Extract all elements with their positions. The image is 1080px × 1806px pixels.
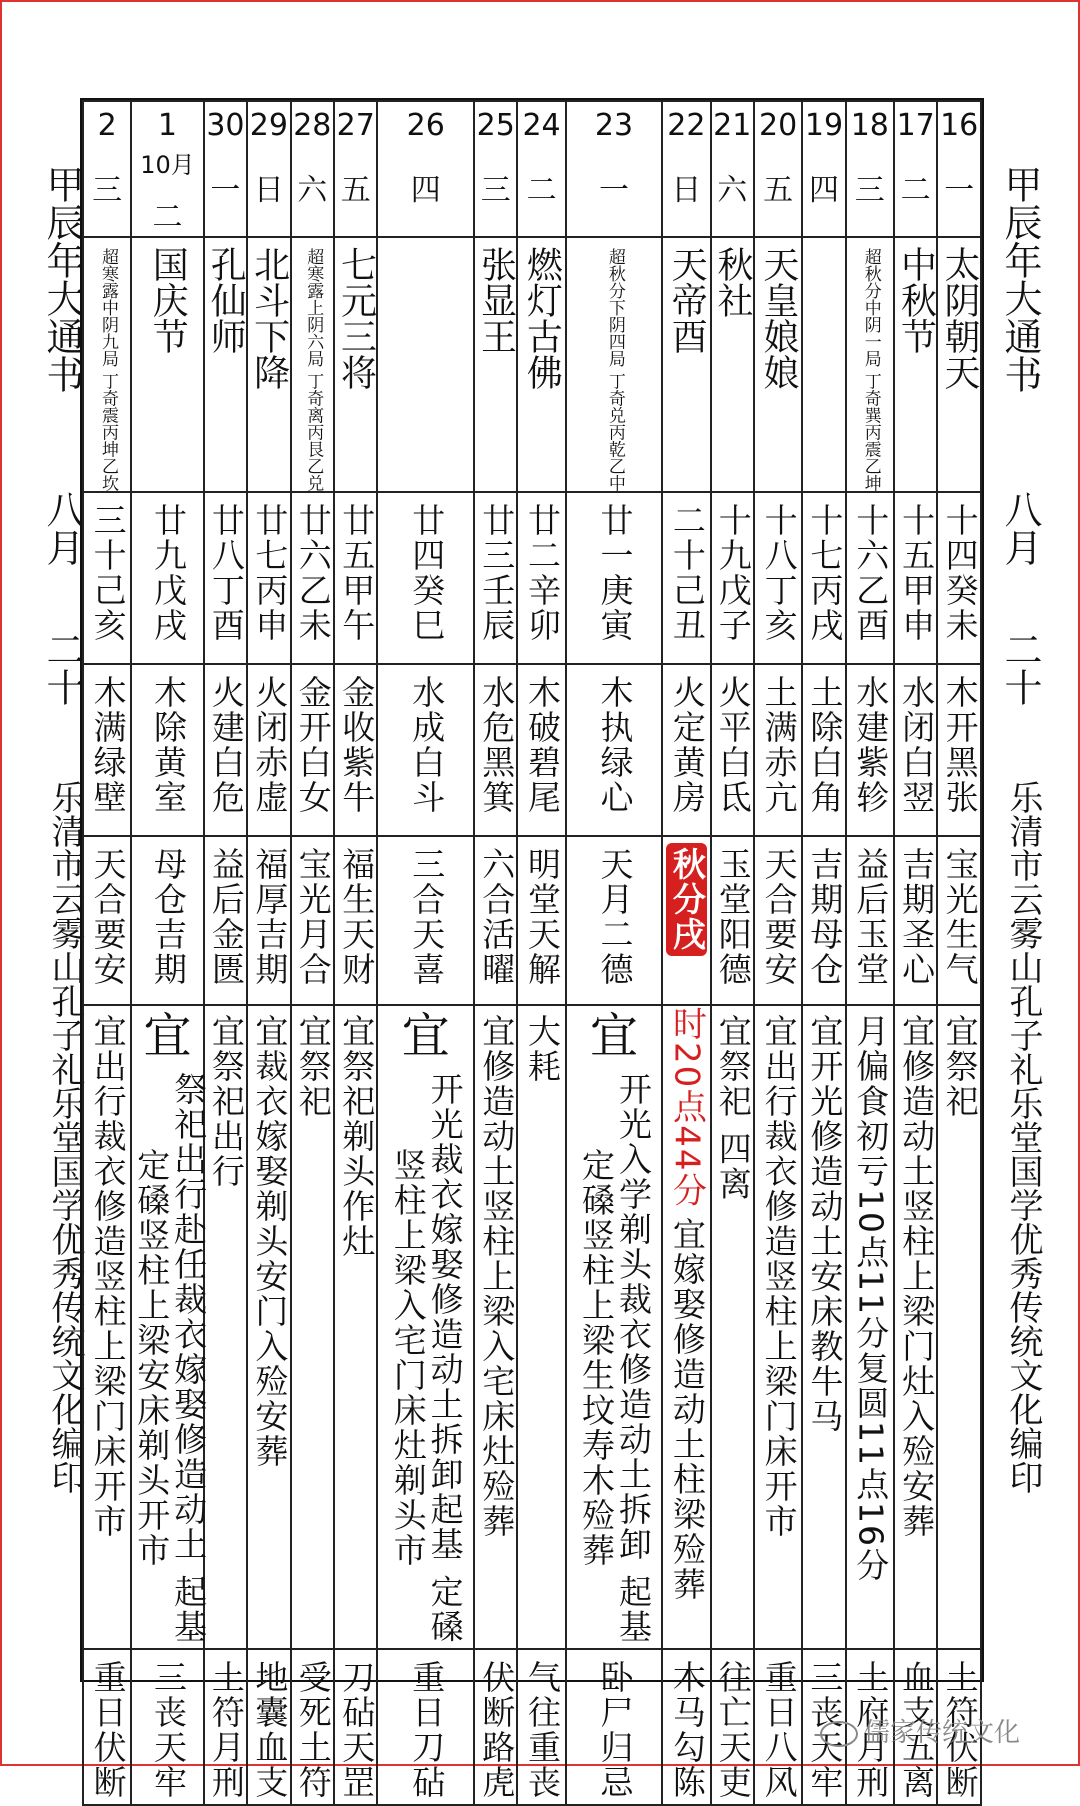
gods-text: 益后玉堂 <box>851 847 891 988</box>
festival-wrap <box>205 238 246 354</box>
activities-text: 宜嫁娶修造动土柱梁殓葬 <box>667 1216 707 1602</box>
god-cell <box>662 836 710 1005</box>
lunar-date: 三十己亥 <box>88 503 128 644</box>
element-text: 金收紫牛 <box>337 675 377 816</box>
god-cell <box>131 836 203 1005</box>
lunar-cell <box>247 492 290 664</box>
gods-text: 福生天财 <box>337 847 377 988</box>
festival-cell <box>291 237 334 492</box>
god-cell <box>517 836 565 1005</box>
taboo-cell <box>517 1649 565 1805</box>
day-number: 20 <box>759 108 798 143</box>
date-cell <box>204 101 247 237</box>
taboo-text: 往亡天吏 <box>713 1660 753 1801</box>
festival-wrap <box>755 238 801 390</box>
festival-cell <box>754 237 802 492</box>
activities-cell <box>894 1005 937 1649</box>
festival-cell <box>517 237 565 492</box>
weekday: 二 <box>900 173 931 208</box>
festival-name: 孔仙师 <box>205 246 247 354</box>
date-cell <box>894 101 937 237</box>
taboo-text: 土符月刑 <box>206 1660 246 1801</box>
element-cell <box>83 664 131 836</box>
taboo-cell <box>474 1649 517 1805</box>
lunar-cell <box>566 492 663 664</box>
festival-cell <box>894 237 937 492</box>
date-cell <box>566 101 663 237</box>
activities-text: 月偏食初亏10点11分复圆11点16分 <box>851 1014 891 1584</box>
festival-cell <box>566 237 663 492</box>
taboo-text: 三丧天牢 <box>805 1660 845 1801</box>
element-cell <box>377 664 474 836</box>
lunar-cell <box>937 492 981 664</box>
element-cell <box>846 664 894 836</box>
activities-text: 宜祭祀 <box>940 1014 980 1120</box>
day-number: 16 <box>940 108 979 143</box>
festival-wrap <box>663 238 709 354</box>
element-cell <box>662 664 710 836</box>
festival-wrap <box>248 238 289 390</box>
row-element <box>83 664 981 836</box>
lunar-date: 十四癸未 <box>940 503 980 644</box>
weekday: 一 <box>210 173 241 208</box>
lunar-cell <box>754 492 802 664</box>
right-day: 二十 <box>998 630 1042 706</box>
date-cell <box>711 101 754 237</box>
element-text: 金开白女 <box>293 675 333 816</box>
weekday: 二 <box>526 173 557 208</box>
gods-text: 吉期母仓 <box>805 847 845 988</box>
gods-text: 福厚吉期 <box>250 847 290 988</box>
element-text: 木执绿心 <box>595 675 635 816</box>
taboo-text: 重日八风 <box>759 1660 799 1801</box>
festival-wrap <box>712 238 753 318</box>
weekday: 日 <box>253 173 284 208</box>
taboo-cell <box>83 1649 131 1805</box>
element-cell <box>204 664 247 836</box>
activities-cell <box>247 1005 290 1649</box>
lunar-date: 廿二辛卯 <box>523 503 563 644</box>
lunar-cell <box>377 492 474 664</box>
taboo-text: 刀砧天罡 <box>337 1660 377 1801</box>
day-number: 30 <box>206 108 245 143</box>
gods-text: 宝光生气 <box>940 847 980 988</box>
taboo-text: 受死土符 <box>293 1660 333 1801</box>
element-cell <box>802 664 845 836</box>
wechat-icon <box>820 1721 858 1747</box>
festival-cell <box>83 237 131 492</box>
gods-text: 母仓吉期 <box>148 847 188 988</box>
date-cell <box>291 101 334 237</box>
element-text: 火建白危 <box>206 675 246 816</box>
lunar-date: 十五甲申 <box>897 503 937 644</box>
festival-wrap <box>292 238 333 491</box>
element-text: 火定黄房 <box>667 675 707 816</box>
day-number: 26 <box>406 108 445 143</box>
day-number: 28 <box>293 108 332 143</box>
lunar-date: 十八丁亥 <box>759 503 799 644</box>
weekday: 四 <box>410 173 441 208</box>
right-title: 甲辰年大通书 <box>998 165 1042 393</box>
festival-name: 天帝酉 <box>666 246 708 354</box>
day-number: 1 <box>157 108 178 143</box>
festival-wrap <box>132 238 202 354</box>
lunar-cell <box>662 492 710 664</box>
lunar-cell <box>334 492 377 664</box>
activities-text: 宜出行裁衣修造竖柱上梁门床开市 <box>759 1014 799 1540</box>
activities-cell <box>754 1005 802 1649</box>
date-cell <box>377 101 474 237</box>
element-cell <box>937 664 981 836</box>
taboo-cell <box>377 1649 474 1805</box>
lunar-date: 廿九戊戌 <box>148 503 188 644</box>
day-number: 17 <box>896 108 935 143</box>
gods-text: 玉堂阳德 <box>713 847 753 988</box>
activities-cell <box>291 1005 334 1649</box>
lunar-cell <box>894 492 937 664</box>
element-cell <box>711 664 754 836</box>
left-day: 二十 <box>40 630 84 706</box>
lunar-date: 廿六乙未 <box>293 503 333 644</box>
date-cell <box>334 101 377 237</box>
gods-text: 三合天喜 <box>407 847 447 988</box>
row-date <box>83 101 981 237</box>
date-cell <box>131 101 203 237</box>
date-cell <box>247 101 290 237</box>
lunar-cell <box>291 492 334 664</box>
taboo-cell <box>754 1649 802 1805</box>
festival-cell <box>937 237 981 492</box>
weekday: 日 <box>671 173 702 208</box>
festival-wrap <box>847 238 893 491</box>
month-label: 10月 <box>140 151 195 179</box>
weekday: 五 <box>340 173 371 208</box>
festival-name: 秋社 <box>712 246 754 318</box>
left-month-block <box>24 490 84 566</box>
activities-text: 宜祭祀剃头作灶 <box>337 1014 377 1260</box>
lunar-cell <box>802 492 845 664</box>
element-cell <box>131 664 203 836</box>
element-text: 木开黑张 <box>940 675 980 816</box>
yi-mark: 宜 <box>143 1008 192 1065</box>
element-text: 水建紫轸 <box>851 675 891 816</box>
term-note: 超寒露中阴九局 丁奇震丙坤乙坎 <box>98 248 119 492</box>
watermark-text: 儒家传统文化 <box>864 1718 1021 1748</box>
festival-name: 燃灯古佛 <box>521 246 563 390</box>
festival-wrap <box>84 238 130 491</box>
taboo-cell <box>566 1649 663 1805</box>
day-number: 21 <box>713 108 752 143</box>
activities-cell <box>517 1005 565 1649</box>
activities-text: 宜裁衣嫁娶剃头安门入殓安葬 <box>250 1014 290 1470</box>
god-cell <box>291 836 334 1005</box>
date-cell <box>474 101 517 237</box>
weekday: 三 <box>480 173 511 208</box>
left-credit: 乐清市云雾山孔子礼乐堂国学优秀传统文化编印 <box>45 780 85 1494</box>
day-number: 29 <box>249 108 288 143</box>
festival-name: 七元三将 <box>335 246 377 390</box>
activities-cell <box>377 1005 474 1649</box>
lunar-date: 廿一庚寅 <box>595 503 635 644</box>
activities-text: 宜出行裁衣修造竖柱上梁门床开市 <box>88 1014 128 1540</box>
element-text: 火闭赤虚 <box>250 675 290 816</box>
date-cell <box>662 101 710 237</box>
god-cell <box>474 836 517 1005</box>
weekday: 三 <box>854 173 885 208</box>
taboo-text: 三丧天牢 <box>148 1660 188 1801</box>
festival-cell <box>131 237 203 492</box>
lunar-date: 廿三壬辰 <box>477 503 517 644</box>
right-credit: 乐清市云雾山孔子礼乐堂国学优秀传统文化编印 <box>1003 780 1043 1494</box>
god-cell <box>754 836 802 1005</box>
festival-wrap <box>475 238 516 354</box>
weekday: 一 <box>598 173 629 208</box>
taboo-text: 气往重丧 <box>523 1660 563 1801</box>
date-cell <box>846 101 894 237</box>
god-cell <box>846 836 894 1005</box>
taboo-cell <box>711 1649 754 1805</box>
lunar-cell <box>131 492 203 664</box>
taboo-cell <box>131 1649 203 1805</box>
god-cell <box>566 836 663 1005</box>
lunar-cell <box>711 492 754 664</box>
row-activities <box>83 1005 981 1649</box>
day-number: 24 <box>522 108 561 143</box>
festival-wrap <box>335 238 376 390</box>
activities-cell <box>711 1005 754 1649</box>
element-text: 木破碧尾 <box>523 675 563 816</box>
gods-text: 益后金匮 <box>206 847 246 988</box>
weekday: 六 <box>297 173 328 208</box>
gods-text: 吉期圣心 <box>897 847 937 988</box>
day-number: 19 <box>804 108 844 143</box>
weekday: 四 <box>808 173 839 208</box>
activities-cell <box>566 1005 663 1649</box>
element-cell <box>474 664 517 836</box>
lunar-date: 十七丙戌 <box>805 503 845 644</box>
taboo-cell <box>662 1649 710 1805</box>
left-credit-block <box>24 780 84 1494</box>
right-month-block <box>982 490 1042 566</box>
activities-text: 宜开光修造动土安床教牛马 <box>805 1014 845 1435</box>
element-text: 火平白氐 <box>713 675 753 816</box>
date-cell <box>754 101 802 237</box>
activities-text: 开光裁衣嫁娶修造动土拆卸起基 定磉竖柱上梁入宅门床灶剃头市 <box>388 1072 465 1645</box>
festival-wrap <box>567 238 662 491</box>
row-auspicious-gods <box>83 836 981 1005</box>
activities-text: 开光入学剃头裁衣修造动土拆卸 起基定磉竖柱上梁生坟寿木殓葬 <box>576 1072 653 1645</box>
activities-text: 大耗 <box>523 1014 563 1085</box>
festival-name: 国庆节 <box>147 246 189 354</box>
date-cell <box>802 101 845 237</box>
activities-cell <box>83 1005 131 1649</box>
weekday: 六 <box>717 173 748 208</box>
taboo-text: 重日伏断 <box>88 1660 128 1801</box>
weekday: 三 <box>92 173 123 208</box>
god-cell <box>83 836 131 1005</box>
row-festival <box>83 237 981 492</box>
activities-text: 宜祭祀 <box>293 1014 333 1120</box>
date-cell <box>937 101 981 237</box>
activities-text: 宜祭祀出行 <box>206 1014 246 1190</box>
element-cell <box>334 664 377 836</box>
element-text: 水危黑箕 <box>477 675 517 816</box>
gods-text: 天月二德 <box>595 847 635 988</box>
taboo-text: 重日刀砧 <box>407 1660 447 1801</box>
god-cell <box>711 836 754 1005</box>
lunar-date: 二十己丑 <box>667 503 707 644</box>
taboo-text: 木马勾陈 <box>667 1660 707 1801</box>
element-cell <box>566 664 663 836</box>
activities-cell <box>846 1005 894 1649</box>
festival-wrap <box>895 238 936 354</box>
god-cell <box>377 836 474 1005</box>
left-month: 八月 <box>40 490 84 566</box>
lunar-date: 廿四癸巳 <box>407 503 447 644</box>
festival-cell <box>711 237 754 492</box>
activities-cell <box>474 1005 517 1649</box>
day-number: 23 <box>594 108 634 143</box>
element-cell <box>754 664 802 836</box>
term-note: 超秋分中阴一局 丁奇巽丙震乙坤 <box>860 248 881 492</box>
god-cell <box>247 836 290 1005</box>
gods-text: 天合要安 <box>759 847 799 988</box>
god-cell <box>937 836 981 1005</box>
lunar-date: 十九戊子 <box>713 503 753 644</box>
element-text: 水成白斗 <box>407 675 447 816</box>
left-side-text <box>24 165 84 393</box>
festival-name: 中秋节 <box>895 246 937 354</box>
festival-cell <box>247 237 290 492</box>
festival-cell <box>377 237 474 492</box>
festival-cell <box>334 237 377 492</box>
taboo-cell <box>204 1649 247 1805</box>
row-lunar-date <box>83 492 981 664</box>
festival-name: 北斗下降 <box>248 246 290 390</box>
taboo-text: 地囊血支 <box>250 1660 290 1801</box>
taboo-text: 土府月刑 <box>851 1660 891 1801</box>
weekday: 五 <box>763 173 794 208</box>
weekday: 一 <box>944 173 975 208</box>
activities-cell <box>131 1005 209 1649</box>
yi-mark: 宜 <box>401 1008 450 1065</box>
festival-name: 天皇娘娘 <box>757 246 799 390</box>
lunar-date: 廿七丙申 <box>250 503 290 644</box>
festival-cell <box>474 237 517 492</box>
lunar-date: 廿五甲午 <box>337 503 377 644</box>
gods-text: 天合要安 <box>88 847 128 988</box>
festival-name: 太阴朝天 <box>938 246 980 390</box>
lunar-date: 廿八丁酉 <box>206 503 246 644</box>
element-text: 土满赤亢 <box>759 675 799 816</box>
calendar-table <box>82 100 982 1806</box>
day-number: 25 <box>476 108 515 143</box>
element-text: 土除白角 <box>805 675 845 816</box>
right-side-text <box>982 165 1042 393</box>
activities-cell <box>204 1005 247 1649</box>
element-cell <box>291 664 334 836</box>
lunar-cell <box>517 492 565 664</box>
gods-text: 明堂天解 <box>523 847 563 988</box>
activities-cell <box>802 1005 845 1649</box>
solar-term: 秋分戌 <box>666 843 707 956</box>
god-cell <box>204 836 247 1005</box>
activities-text: 宜修造动土竖柱上梁门灶入殓安葬 <box>897 1014 937 1540</box>
activities-cell <box>662 1005 710 1649</box>
watermark <box>820 1712 1020 1749</box>
day-number: 22 <box>667 108 706 143</box>
festival-wrap <box>938 238 980 390</box>
activities-text: 宜修造动土竖柱上梁入宅床灶殓葬 <box>477 1014 517 1540</box>
weekday: 二 <box>152 200 183 235</box>
lunar-cell <box>83 492 131 664</box>
god-cell <box>334 836 377 1005</box>
lunar-date: 十六乙酉 <box>851 503 891 644</box>
left-day-block <box>24 630 84 706</box>
lunar-cell <box>204 492 247 664</box>
god-cell <box>894 836 937 1005</box>
right-day-block <box>982 630 1042 706</box>
day-number: 27 <box>336 108 375 143</box>
god-cell <box>802 836 845 1005</box>
activities-text: 祭祀出行赴任裁衣嫁娶修造动土 起基定磉竖柱上梁安床剃头开市 <box>132 1072 209 1645</box>
activities-cell <box>937 1005 981 1649</box>
date-cell <box>517 101 565 237</box>
taboo-text: 土符伏断 <box>940 1660 980 1801</box>
element-cell <box>517 664 565 836</box>
element-cell <box>894 664 937 836</box>
activities-text: 宜祭祀 四离 <box>713 1014 753 1202</box>
right-credit-block <box>982 780 1042 1494</box>
term-note: 超秋分下阴四局 丁奇兑丙乾乙中 <box>604 248 625 492</box>
term-note: 超寒露上阴六局 丁奇离丙艮乙兑 <box>303 248 324 492</box>
right-month: 八月 <box>998 490 1042 566</box>
date-cell <box>83 101 131 237</box>
festival-wrap <box>518 238 564 390</box>
festival-cell <box>846 237 894 492</box>
festival-cell <box>802 237 845 492</box>
gods-text: 宝光月合 <box>293 847 333 988</box>
taboo-cell <box>291 1649 334 1805</box>
festival-name: 张显王 <box>475 246 517 354</box>
festival-cell <box>662 237 710 492</box>
solar-term-time: 时20点44分 <box>666 1006 707 1209</box>
taboo-text: 卧尸归忌 <box>595 1660 635 1801</box>
day-number: 18 <box>850 108 889 143</box>
left-title: 甲辰年大通书 <box>40 165 84 393</box>
gods-text: 六合活曜 <box>477 847 517 988</box>
element-text: 木满绿壁 <box>88 675 128 816</box>
taboo-cell <box>247 1649 290 1805</box>
activities-cell <box>334 1005 377 1649</box>
element-text: 木除黄室 <box>148 675 188 816</box>
lunar-cell <box>474 492 517 664</box>
taboo-text: 血支五离 <box>897 1660 937 1801</box>
festival-cell <box>204 237 247 492</box>
lunar-cell <box>846 492 894 664</box>
taboo-cell <box>334 1649 377 1805</box>
element-cell <box>247 664 290 836</box>
day-number: 2 <box>97 108 117 143</box>
taboo-text: 伏断路虎 <box>477 1660 517 1801</box>
yi-mark: 宜 <box>589 1008 638 1065</box>
element-text: 水闭白翌 <box>897 675 937 816</box>
